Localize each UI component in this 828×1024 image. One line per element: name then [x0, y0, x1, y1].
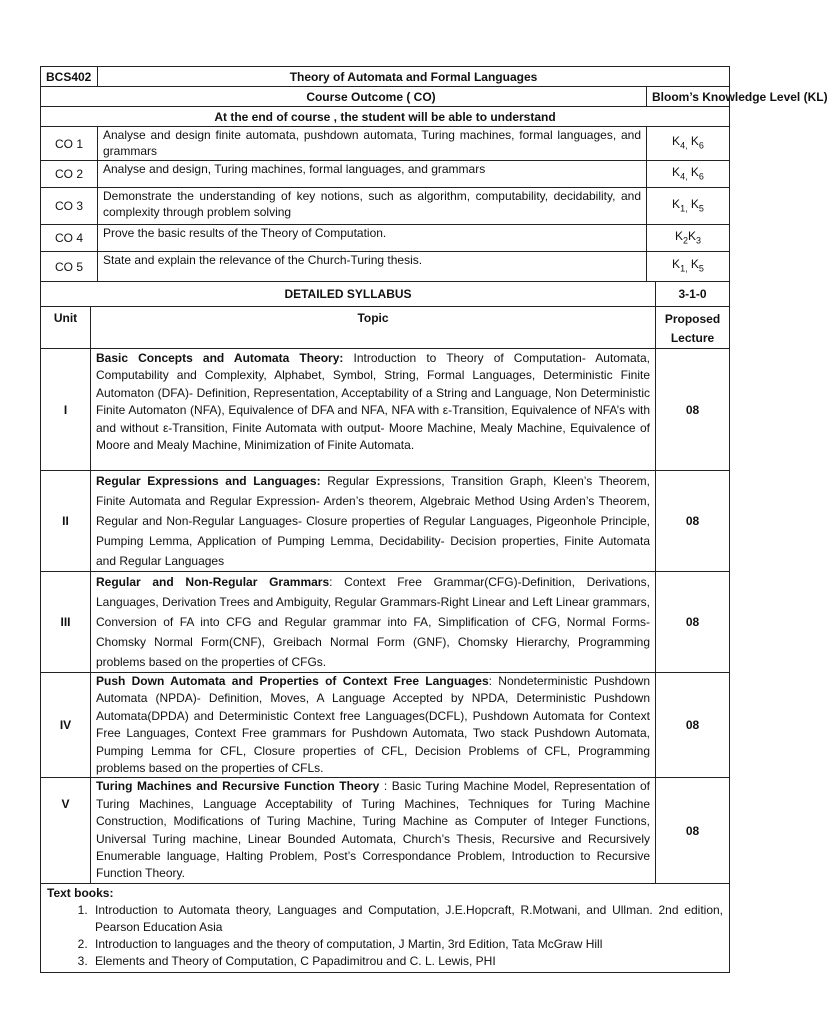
- unit-header: Unit: [41, 307, 91, 349]
- co-column-header: Course Outcome ( CO): [41, 87, 647, 107]
- unit-lectures: 08: [656, 471, 730, 572]
- topic-header: Topic: [91, 307, 656, 349]
- unit-heading: Regular Expressions and Languages:: [96, 474, 321, 488]
- co-kl: $K_{4,}$ $K_6$: [647, 161, 730, 188]
- lecture-header: Proposed Lecture: [656, 307, 730, 349]
- unit-row: [41, 778, 730, 883]
- co-row: [41, 252, 730, 282]
- co-id: CO 3: [41, 188, 98, 225]
- co-text: Prove the basic results of the Theory of Computation.: [98, 225, 647, 252]
- course-header-row: [41, 67, 730, 87]
- textbooks-title: Text books:: [47, 885, 114, 900]
- unit-topic: [91, 673, 656, 778]
- unit-text: : Nondeterministic Pushdown Automata (NPDA)- Definition, Moves, A Language Accepted by NPDA, Deterministic Pushdown Automata(DPDA) and Deterministic Context free Languages(DCFL), Pushdown Automata for Context Free Languages, Context Free grammars for Pushdown Automata, Two stack Pushdown Automata, Pumping Lemma for CFL, Closure properties of CFL, Decision Problems of CFL, Programming problems based on the properties of CFLs.: [96, 674, 650, 776]
- unit-heading: Regular and Non-Regular Grammars: [96, 575, 330, 589]
- co-row: [41, 188, 730, 225]
- unit-lectures: 08: [656, 572, 730, 673]
- unit-lectures: 08: [656, 349, 730, 471]
- unit-number: I: [41, 349, 91, 471]
- unit-number: V: [41, 778, 91, 883]
- co-kl: $K_{1,}$ $K_5$: [647, 252, 730, 282]
- co-id: CO 1: [41, 127, 98, 161]
- unit-row: [41, 673, 730, 778]
- course-title: Theory of Automata and Formal Languages: [98, 67, 730, 87]
- textbooks-section: [41, 883, 730, 972]
- textbook-item: 2. Introduction to languages and the theory of computation, J Martin, 3rd Edition, Tata McGraw Hill: [91, 936, 723, 953]
- syllabus-title-row: [41, 282, 730, 307]
- ltp: 3-1-0: [656, 282, 730, 307]
- unit-row: [41, 349, 730, 471]
- co-text: Analyse and design finite automata, pushdown automata, Turing machines, formal languages, and grammars: [98, 127, 647, 161]
- unit-number: IV: [41, 673, 91, 778]
- unit-text: Regular Expressions, Transition Graph, Kleen’s Theorem, Finite Automata and Regular Expression- Arden’s theorem, Algebraic Method Using Arden’s Theorem, Regular and Non-Regular Languages- Closure properties of Regular Languages, Pigeonhole Principle, Pumping Lemma, Application of Pumping Lemma, Decidability- Decision properties, Finite Automata and Regular Languages: [96, 474, 650, 568]
- unit-heading: Turing Machines and Recursive Function Theory: [96, 779, 380, 794]
- unit-heading: Basic Concepts and Automata Theory:: [96, 351, 344, 365]
- kl-column-header: Bloom’s Knowledge Level (KL): [647, 87, 730, 107]
- co-kl: $K_{1,}$ $K_5$: [647, 188, 730, 225]
- co-list-table: [40, 126, 730, 282]
- unit-text: : Context Free Grammar(CFG)-Definition, Derivations, Languages, Derivation Trees and Ambiguity, Regular Grammars-Right Linear and Left Linear grammars, Conversion of FA into CFG and Regular grammar into FA, Simplification of CFG, Normal Forms- Chomsky Normal Form(CNF), Greibach Normal Form (GNF), Chomsky Hierarchy, Programming problems based on the properties of CFGs.: [96, 575, 650, 669]
- co-id: CO 2: [41, 161, 98, 188]
- course-code: BCS402: [41, 67, 98, 87]
- co-text: Demonstrate the understanding of key notions, such as algorithm, computability, decidability, and complexity through problem solving: [98, 188, 647, 225]
- unit-topic: [91, 349, 656, 471]
- unit-lectures: 08: [656, 778, 730, 883]
- co-text: Analyse and design, Turing machines, formal languages, and grammars: [98, 161, 647, 188]
- syllabus-title: DETAILED SYLLABUS: [41, 282, 656, 307]
- co-kl: $K_{4,}$ $K_6$: [647, 127, 730, 161]
- unit-row: [41, 572, 730, 673]
- end-statement-row: [41, 107, 730, 127]
- co-row: [41, 127, 730, 161]
- co-text: State and explain the relevance of the Church-Turing thesis.: [98, 252, 647, 282]
- unit-text: Introduction to Theory of Computation- Automata, Computability and Complexity, Alphabet, Symbol, String, Formal Languages, Deterministic Finite Automaton (DFA)- Definition, Representation, Acceptability of a String and Language, Non Deterministic Finite Automaton (NFA), Equivalence of DFA and NFA, NFA with ε-Transition, Equivalence of NFA’s with and without ε-Transition, Finite Automata with output- Moore Machine, Mealy Machine, Equivalence of Moore and Mealy Machine, Minimization of Finite Automata.: [96, 351, 650, 453]
- syllabus-header-row: [41, 307, 730, 349]
- unit-row: [41, 471, 730, 572]
- textbooks-row: [41, 883, 730, 972]
- syllabus-document: [40, 66, 828, 973]
- unit-lectures: 08: [656, 673, 730, 778]
- unit-number: III: [41, 572, 91, 673]
- co-header-row: [41, 87, 730, 107]
- textbook-item: 3. Elements and Theory of Computation, C Papadimitrou and C. L. Lewis, PHI: [91, 953, 723, 970]
- unit-text: : Basic Turing Machine Model, Representation of Turing Machines, Language Acceptability of Turing Machines, Techniques for Turing Machine Construction, Modifications of Turing Machine, Turing Machine as Computer of Integer Functions, Universal Turing machine, Linear Bounded Automata, Church’s Thesis, Recursive and Recursively Enumerable language, Halting Problem, Post’s Correspondance Problem, Introduction to Recursive Function Theory.: [96, 779, 650, 881]
- co-kl: $K_2K_3$: [647, 225, 730, 252]
- unit-number: II: [41, 471, 91, 572]
- co-row: [41, 225, 730, 252]
- textbook-item: 1. Introduction to Automata theory, Languages and Computation, J.E.Hopcraft, R.Motwani, and Ullman. 2nd edition, Pearson Education Asia: [91, 902, 723, 936]
- co-id: CO 5: [41, 252, 98, 282]
- end-statement: At the end of course , the student will be able to understand: [41, 107, 730, 127]
- co-id: CO 4: [41, 225, 98, 252]
- unit-topic: [91, 471, 656, 572]
- unit-topic: [91, 572, 656, 673]
- syllabus-table: [40, 281, 730, 973]
- co-row: [41, 161, 730, 188]
- textbooks-list: [47, 902, 723, 970]
- unit-topic: [91, 778, 656, 883]
- course-outcome-table: [40, 66, 828, 127]
- unit-heading: Push Down Automata and Properties of Context Free Languages: [96, 674, 489, 688]
